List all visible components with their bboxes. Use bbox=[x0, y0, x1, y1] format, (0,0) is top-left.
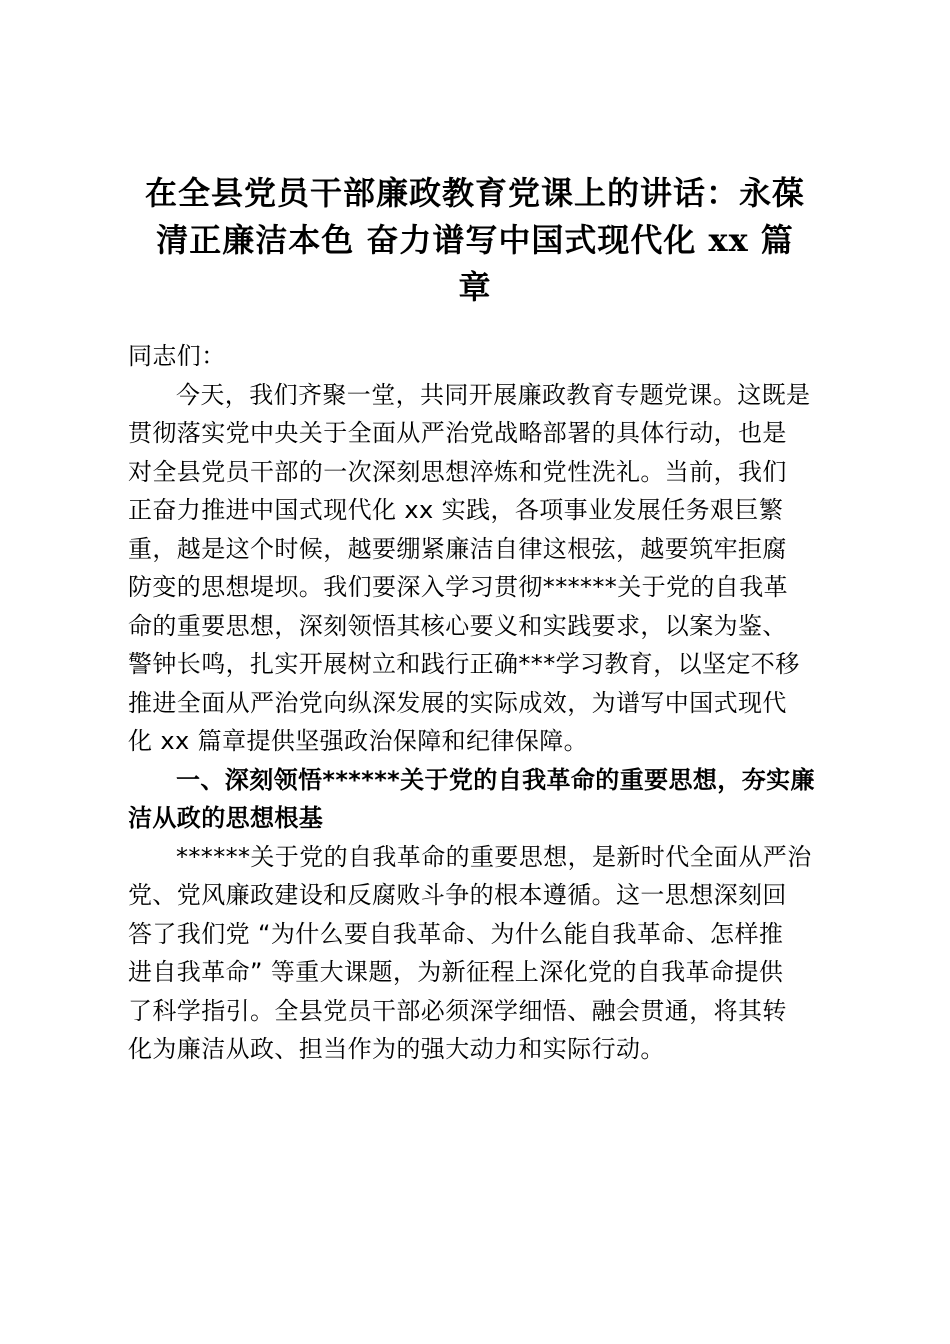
title-line: 在全县党员干部廉政教育党课上的讲话：永葆 bbox=[144, 174, 805, 212]
text-line: 推进全面从严治党向纵深发展的实际成效，为谱写中国式现代 bbox=[128, 688, 787, 717]
text-line: 进自我革命” 等重大课题，为新征程上深化党的自我革命提供 bbox=[128, 958, 784, 986]
paragraph-section-1 bbox=[128, 838, 828, 1069]
title-line: 清正廉洁本色 奋力谱写中国式现代化 xx 篇 bbox=[156, 221, 794, 259]
heading-line: 洁从政的思想根基 bbox=[128, 804, 324, 832]
text-line: 党、党风廉政建设和反腐败斗争的根本遵循。这一思想深刻回 bbox=[128, 881, 787, 909]
text-line: 贯彻落实党中央关于全面从严治党战略部署的具体行动，也是 bbox=[128, 419, 787, 447]
document-title bbox=[118, 170, 832, 311]
text-line: 了科学指引。全县党员干部必须深学细悟、融会贯通，将其转 bbox=[128, 996, 787, 1025]
text-line: 重，越是这个时候，越要绷紧廉洁自律这根弦，越要筑牢拒腐 bbox=[128, 534, 787, 563]
text-line: 警钟长鸣，扎实开展树立和践行正确***学习教育，以坚定不移 bbox=[128, 650, 800, 678]
text-line: 正奋力推进中国式现代化 xx 实践，各项事业发展任务艰巨繁 bbox=[128, 496, 784, 524]
section-heading-1 bbox=[128, 761, 828, 838]
text-line: 答了我们党 “为什么要自我革命、为什么能自我革命、怎样推 bbox=[128, 919, 784, 948]
document-body bbox=[128, 337, 828, 1069]
paragraph-intro bbox=[128, 376, 828, 761]
text-line: 防变的思想堤坝。我们要深入学习贯彻******关于党的自我革 bbox=[128, 573, 788, 601]
text-line: 化 xx 篇章提供坚强政治保障和纪律保障。 bbox=[128, 727, 589, 755]
salutation: 同志们： bbox=[128, 342, 226, 370]
heading-line: 一、深刻领悟******关于党的自我革命的重要思想，夯实廉 bbox=[176, 765, 815, 794]
text-line: 今天，我们齐聚一堂，共同开展廉政教育专题党课。这既是 bbox=[176, 380, 811, 409]
text-line: 命的重要思想，深刻领悟其核心要义和实践要求，以案为鉴、 bbox=[128, 611, 787, 640]
text-line: 对全县党员干部的一次深刻思想淬炼和党性洗礼。当前，我们 bbox=[128, 457, 787, 486]
text-line: ******关于党的自我革命的重要思想，是新时代全面从严治 bbox=[176, 842, 812, 871]
text-line: 化为廉洁从政、担当作为的强大动力和实际行动。 bbox=[128, 1035, 665, 1063]
title-line: 章 bbox=[458, 268, 492, 306]
